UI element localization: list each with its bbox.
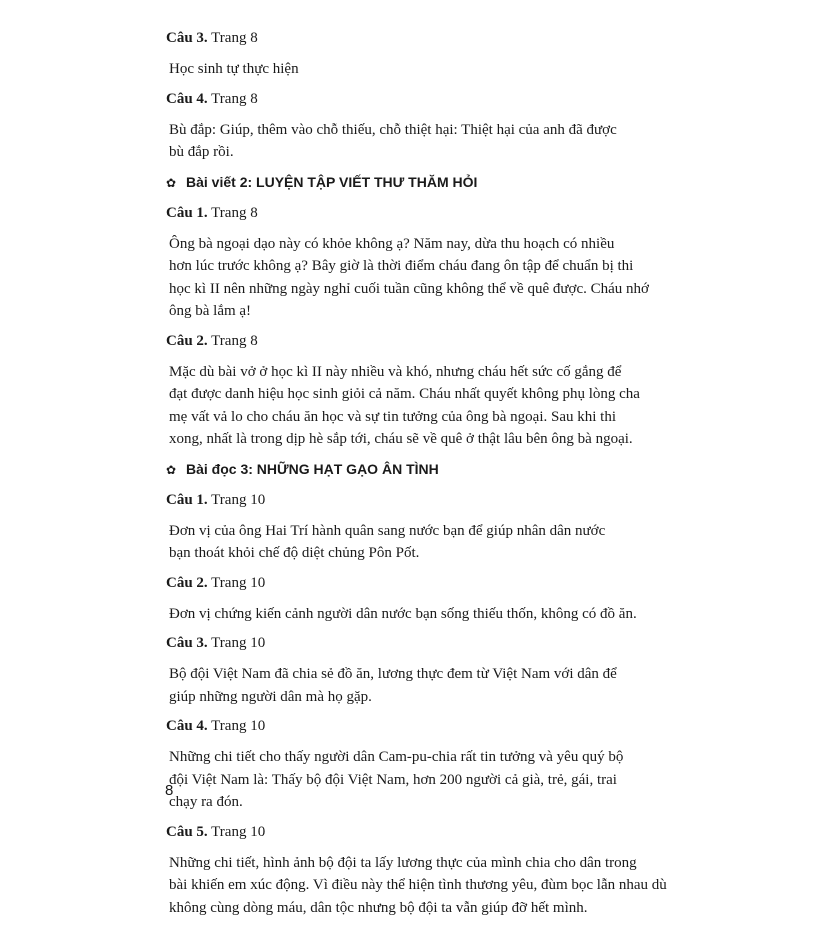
question-heading: [166, 716, 666, 736]
question-heading: [166, 203, 666, 223]
question-heading: [166, 89, 666, 109]
answer-paragraph: [166, 852, 666, 920]
answer-line: Bộ đội Việt Nam đã chia sẻ đồ ăn, lương thực đem từ Việt Nam với dân để: [169, 666, 617, 682]
question-label: Câu 1.: [166, 491, 208, 508]
question-page-ref: Trang 8: [211, 90, 258, 107]
answer-line: bạn thoát khỏi chế độ diệt chủng Pôn Pốt.: [169, 545, 420, 561]
page-number: 8: [165, 782, 174, 799]
document-page: [166, 28, 666, 927]
answer-line: Những chi tiết cho thấy người dân Cam-pu-chia rất tin tưởng và yêu quý bộ: [169, 749, 624, 765]
answer-line: xong, nhất là trong dịp hè sắp tới, cháu sẽ về quê ở thật lâu bên ông bà ngoại.: [169, 431, 633, 447]
question-page-ref: Trang 10: [211, 823, 266, 840]
answer-line: Ông bà ngoại dạo này có khỏe không ạ? Năm nay, dừa thu hoạch có nhiều: [169, 235, 615, 252]
question-page-ref: Trang 10: [211, 635, 266, 651]
question-page-ref: Trang 8: [211, 332, 258, 349]
question-heading: [166, 331, 666, 351]
question-label: Câu 3.: [166, 635, 208, 651]
section-title: Bài viết 2: LUYỆN TẬP VIẾT THƯ THĂM HỎI: [186, 173, 478, 190]
answer-line: Học sinh tự thực hiện: [169, 61, 299, 77]
answer-line: bài khiến em xúc động. Vì điều này thể hiện tình thương yêu, đùm bọc lẫn nhau dù: [169, 877, 667, 893]
question-heading: [166, 28, 666, 48]
question-heading: [166, 490, 666, 510]
answer-line: Đơn vị của ông Hai Trí hành quân sang nước bạn để giúp nhân dân nước: [169, 522, 606, 539]
answer-paragraph: [166, 603, 666, 626]
answer-paragraph: [166, 746, 666, 814]
answer-line: học kì II nên những ngày nghỉ cuối tuần cũng không thể về quê được. Cháu nhớ: [169, 280, 649, 297]
answer-line: Bù đắp: Giúp, thêm vào chỗ thiếu, chỗ thiệt hại: Thiệt hại của anh đã được: [169, 121, 617, 138]
answer-line: chạy ra đón.: [169, 794, 243, 810]
answer-line: Mặc dù bài vở ở học kì II này nhiều và khó, nhưng cháu hết sức cố gắng để: [169, 363, 622, 380]
question-heading: [166, 573, 666, 593]
answer-line: Những chi tiết, hình ảnh bộ đội ta lấy lương thực của mình chia cho dân trong: [169, 854, 637, 871]
question-page-ref: Trang 8: [211, 204, 258, 221]
section-heading: [166, 459, 666, 480]
flower-bullet-icon: ✿: [166, 462, 177, 477]
section-heading: [166, 172, 666, 193]
question-label: Câu 4.: [166, 718, 208, 734]
answer-paragraph: [166, 361, 666, 451]
flower-bullet-icon: ✿: [166, 175, 177, 190]
question-page-ref: Trang 10: [211, 574, 266, 591]
answer-paragraph: [166, 520, 666, 565]
answer-line: Đơn vị chứng kiến cảnh người dân nước bạn sống thiếu thốn, không có đồ ăn.: [169, 605, 637, 622]
question-label: Câu 3.: [166, 30, 208, 46]
question-label: Câu 4.: [166, 90, 208, 107]
question-label: Câu 2.: [166, 574, 208, 591]
question-page-ref: Trang 10: [211, 491, 266, 508]
answer-line: hơn lúc trước không ạ? Bây giờ là thời điểm cháu đang ôn tập để chuẩn bị thi: [169, 258, 634, 274]
answer-line: ông bà lắm ạ!: [169, 303, 252, 319]
question-page-ref: Trang 8: [211, 30, 258, 46]
question-page-ref: Trang 10: [211, 718, 266, 734]
answer-line: giúp những người dân mà họ gặp.: [169, 688, 372, 705]
question-label: Câu 2.: [166, 332, 208, 349]
answer-paragraph: [166, 233, 666, 323]
answer-paragraph: [166, 119, 666, 164]
question-heading: [166, 822, 666, 842]
question-label: Câu 5.: [166, 823, 208, 840]
answer-line: mẹ vất vả lo cho cháu ăn học và sự tin tưởng của ông bà ngoại. Sau khi thi: [169, 408, 617, 425]
answer-line: không cùng dòng máu, dân tộc nhưng bộ đội ta vẫn giúp đỡ hết mình.: [169, 899, 588, 916]
answer-paragraph: [166, 58, 666, 81]
answer-line: đạt được danh hiệu học sinh giỏi cả năm. Cháu nhất quyết không phụ lòng cha: [169, 386, 640, 402]
question-heading: [166, 633, 666, 653]
section-title: Bài đọc 3: NHỮNG HẠT GẠO ÂN TÌNH: [186, 460, 439, 477]
document-content: [166, 28, 666, 919]
question-label: Câu 1.: [166, 204, 208, 221]
answer-line: đội Việt Nam là: Thấy bộ đội Việt Nam, hơn 200 người cả già, trẻ, gái, trai: [169, 771, 617, 788]
answer-line: bù đắp rồi.: [169, 144, 234, 160]
answer-paragraph: [166, 663, 666, 708]
